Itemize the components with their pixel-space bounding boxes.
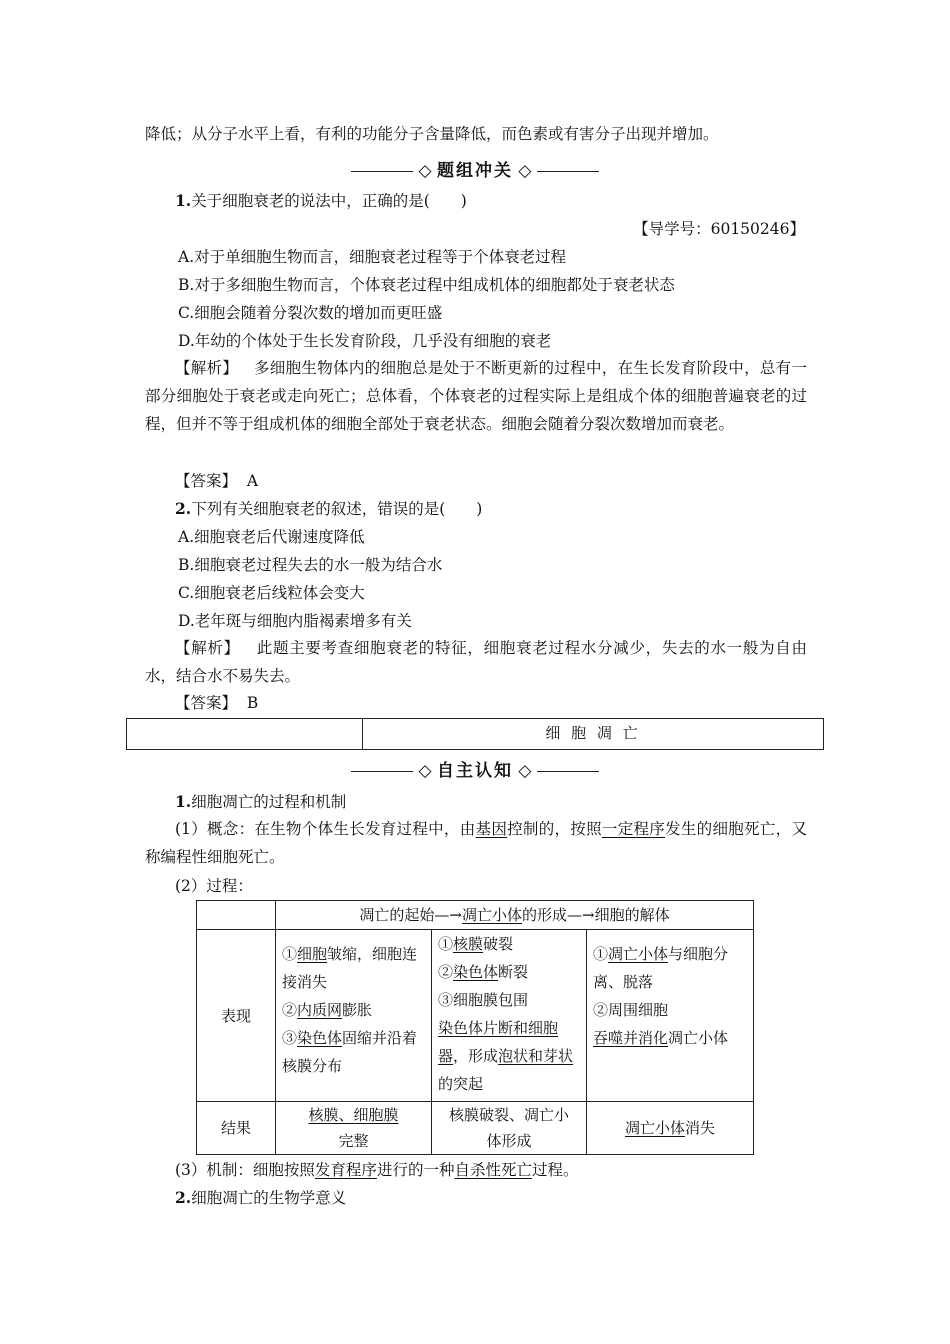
point-2-title <box>175 1187 346 1209</box>
cell-blank: 核膜 <box>453 935 484 953</box>
table-row-manifestation <box>197 930 754 1102</box>
cell-text: 凋亡小体 <box>668 1029 729 1047</box>
answer-value: B <box>246 694 259 712</box>
cell-text: 固缩并沿着核膜分布 <box>282 1029 418 1075</box>
cell-text: ③ <box>282 1029 298 1047</box>
mechanism-text-a: (3）机制：细胞按照 <box>175 1161 315 1179</box>
answer-label: 【答案】 <box>175 472 238 490</box>
cell-blank: 核膜、细胞膜 <box>308 1106 399 1124</box>
question-1-text: 关于细胞衰老的说法中，正确的是( ) <box>191 192 467 210</box>
cell-text: 与细胞分离、脱落 <box>593 945 729 991</box>
question-2-stem <box>175 498 482 520</box>
cell-text: 皱缩，细胞连接消失 <box>282 945 418 991</box>
q2-option-b: B.细胞衰老过程失去的水一般为结合水 <box>178 556 443 574</box>
q2-analysis <box>145 634 807 690</box>
point-1-text: 细胞凋亡的过程和机制 <box>191 793 347 811</box>
cell-blank: 内质网 <box>297 1001 343 1019</box>
point-2-number: 2. <box>175 1188 192 1207</box>
analysis-text: 多细胞生物体内的细胞总是处于不断更新的过程中，在生长发育阶段中，总有一部分细胞处于衰老或走向死亡；总体看，个体衰老的过程实际上是组成个体的细胞普遍衰老的过程，但并不等于组成机体的细胞全部处于衰老状态。细胞会随着分裂次数增加而衰老。 <box>145 359 807 433</box>
cell-blank: 凋亡小体 <box>624 1119 685 1137</box>
apoptosis-process-table <box>196 900 754 1155</box>
cell-text: 破裂 <box>483 935 514 953</box>
analysis-text: 此题主要考查细胞衰老的特征，细胞衰老过程水分减少，失去的水一般为自由水，结合水不易失去。 <box>145 639 807 685</box>
concept-text-a: (1）概念：在生物个体生长发育过程中，由 <box>175 820 476 838</box>
answer-label: 【答案】 <box>175 694 238 712</box>
cell-text: ② <box>438 963 454 981</box>
point-2-text: 细胞凋亡的生物学意义 <box>191 1189 347 1207</box>
section-title-self-study: 自主认知 <box>437 761 513 781</box>
point-1-number: 1. <box>175 792 192 811</box>
mechanism-blank-program: 发育程序 <box>314 1161 377 1179</box>
cell-text: 膨胀 <box>342 1001 373 1019</box>
mechanism-line <box>175 1159 578 1181</box>
question-2-text: 下列有关细胞衰老的叙述，错误的是( ) <box>191 500 483 518</box>
cell-text: 的突起 <box>438 1075 484 1093</box>
row-label-manifestation: 表现 <box>197 930 276 1102</box>
cell-text: ② <box>282 1001 298 1019</box>
flow-text-a: 凋亡的起始—→ <box>359 906 462 924</box>
analysis-label: 【解析】 <box>175 359 239 377</box>
cell-blank: 染色体 <box>297 1029 343 1047</box>
top-text-line: 降低；从分子水平上看，有利的功能分子含量降低，而色素或有害分子出现并增加。 <box>145 125 719 143</box>
row-label-result: 结果 <box>197 1102 276 1155</box>
cell-blank: 染色体片断和细胞器 <box>438 1019 559 1065</box>
q2-option-c: C.细胞衰老后线粒体会变大 <box>178 584 365 602</box>
concept-text-c: 发生的细胞死亡，又称编程性细胞死亡。 <box>145 820 807 866</box>
table-header-flow <box>276 901 754 930</box>
cell-text: 消失 <box>685 1119 716 1137</box>
result-start <box>276 1102 432 1155</box>
q1-option-a: A.对于单细胞生物而言，细胞衰老过程等于个体衰老过程 <box>178 248 567 266</box>
flow-text-b: 的形成—→细胞的解体 <box>522 906 670 924</box>
table-row-result <box>197 1102 754 1155</box>
point-1-title <box>175 791 346 813</box>
question-2-number: 2. <box>175 499 192 518</box>
q2-answer <box>175 692 258 714</box>
cell-blank: 吞噬并消化 <box>593 1029 669 1047</box>
cell-blank: 凋亡小体 <box>608 945 669 963</box>
q1-answer <box>175 470 258 492</box>
analysis-label: 【解析】 <box>175 639 240 657</box>
cell-blank: 泡状和芽状 <box>498 1047 574 1065</box>
q1-option-d: D.年幼的个体处于生长发育阶段，几乎没有细胞的衰老 <box>178 332 552 350</box>
result-disintegration <box>587 1102 754 1155</box>
diamond-icon: ◇ <box>518 761 532 781</box>
question-1-stem <box>175 190 467 212</box>
process-label: (2）过程： <box>175 877 253 895</box>
q2-option-d: D.老年斑与细胞内脂褐素增多有关 <box>178 612 412 630</box>
cell-start <box>276 930 432 1102</box>
cell-text: 完整 <box>338 1132 369 1150</box>
divider-rule-right <box>537 171 599 172</box>
divider-rule-right <box>537 771 599 772</box>
cell-blank: 细胞 <box>297 945 328 963</box>
diamond-icon: ◇ <box>518 161 532 181</box>
concept-blank-gene: 基因 <box>475 820 508 838</box>
question-1-number: 1. <box>175 191 192 210</box>
section-heading-box <box>126 718 824 750</box>
divider-rule-left <box>351 171 413 172</box>
mechanism-text-b: 进行的一种 <box>376 1161 455 1179</box>
table-row-header <box>197 901 754 930</box>
q1-option-c: C.细胞会随着分裂次数的增加而更旺盛 <box>178 304 443 322</box>
cell-text: ②周围细胞 <box>593 1001 669 1019</box>
result-formation: 核膜破裂、凋亡小体形成 <box>432 1102 587 1155</box>
cell-text: ① <box>438 935 454 953</box>
section-divider-practice <box>0 156 950 181</box>
cell-text: ① <box>282 945 298 963</box>
section-heading-title: 细 胞 凋 亡 <box>545 724 641 742</box>
cell-formation <box>432 930 587 1102</box>
section-title-practice: 题组冲关 <box>437 161 513 181</box>
answer-value: A <box>246 472 259 490</box>
concept-blank-program: 一定程序 <box>601 820 666 838</box>
divider-rule-left <box>351 771 413 772</box>
q1-option-b: B.对于多细胞生物而言，个体衰老过程中组成机体的细胞都处于衰老状态 <box>178 276 675 294</box>
cell-text: ① <box>593 945 609 963</box>
q2-option-a: A.细胞衰老后代谢速度降低 <box>178 528 365 546</box>
cell-text: 断裂 <box>498 963 529 981</box>
cell-disintegration <box>587 930 754 1102</box>
section-divider-self-study <box>0 756 950 781</box>
mechanism-text-c: 过程。 <box>531 1161 579 1179</box>
cell-text: ，形成 <box>453 1047 499 1065</box>
concept-paragraph <box>145 815 807 871</box>
diamond-icon: ◇ <box>418 761 432 781</box>
cell-blank: 染色体 <box>453 963 499 981</box>
diamond-icon: ◇ <box>418 161 432 181</box>
flow-blank: 凋亡小体 <box>461 906 522 924</box>
mechanism-blank-suicide: 自杀性死亡 <box>454 1161 532 1179</box>
concept-text-b: 控制的，按照 <box>507 820 602 838</box>
guide-number: 【导学号：60150246】 <box>633 220 805 238</box>
q1-analysis <box>145 354 807 438</box>
cell-text: ③细胞膜包围 <box>438 991 529 1009</box>
table-corner-cell <box>197 901 276 930</box>
